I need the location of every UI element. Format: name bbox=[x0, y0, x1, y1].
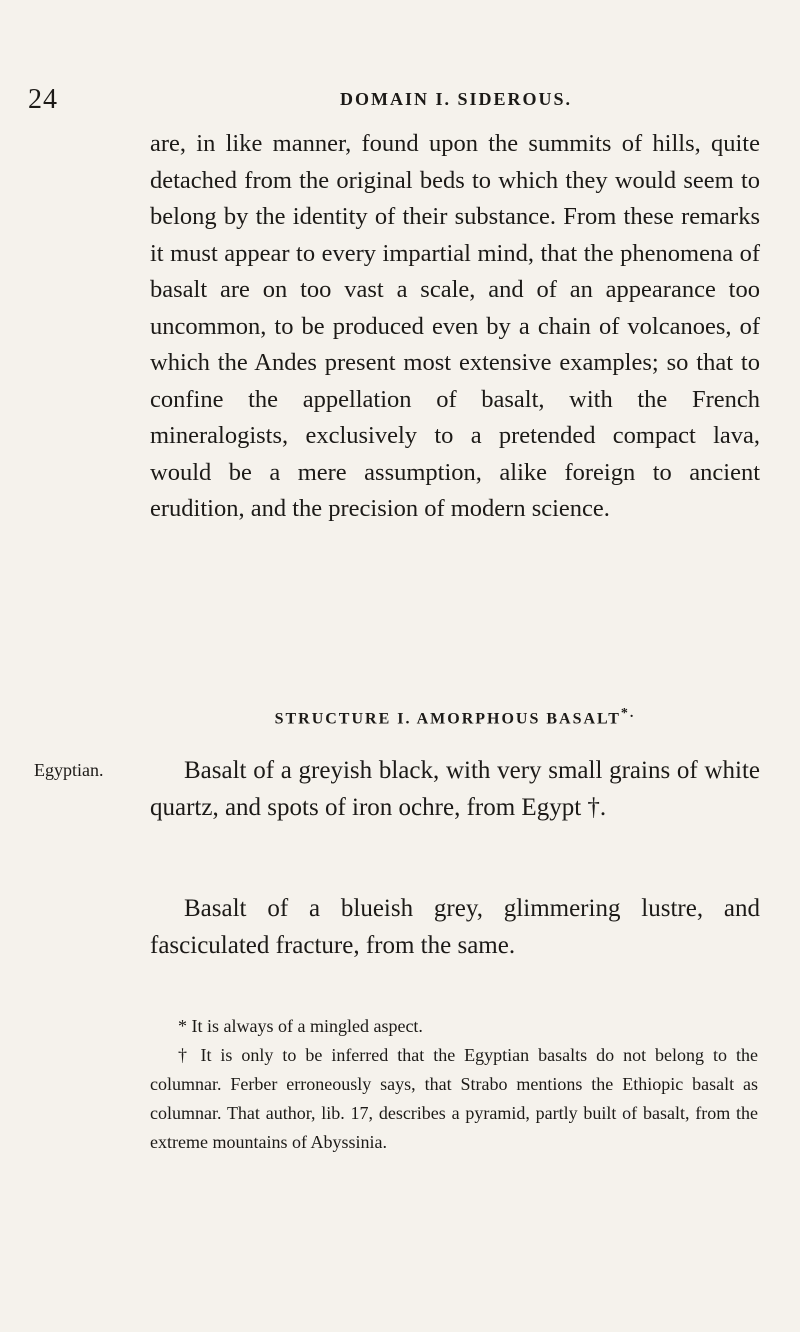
section-heading bbox=[150, 700, 760, 733]
body-paragraph: are, in like manner, found upon the summits of hills, quite detached from the original beds to which they would seem to belong by the identity of their substance. From these remarks it must appear to every impartial mind, that the phenomena of basalt are on too vast a scale, and of an appearance too uncommon, to be produced even by a chain of volcanoes, of which the Andes present most extensive examples; so that to confine the appellation of basalt, with the French mineralogists, exclusively to a pretended compact lava, would be a mere assumption, alike foreign to ancient erudition, and the precision of modern science. bbox=[150, 130, 760, 522]
page-number: 24 bbox=[28, 84, 58, 115]
margin-note: Egyptian. bbox=[34, 760, 104, 780]
footnote: * It is always of a mingled aspect. bbox=[178, 1016, 423, 1036]
section-heading-text: STRUCTURE I. AMORPHOUS BASALT bbox=[274, 710, 621, 728]
entry-blueish-basalt: Basalt of a blueish grey, glimmering lustre, and fasciculated fracture, from the same. bbox=[150, 895, 760, 959]
footnote-marker: *. bbox=[620, 706, 636, 721]
entry-greyish-basalt: Basalt of a greyish black, with very small grains of white quartz, and spots of iron ochre, from Egypt †. bbox=[150, 757, 760, 821]
footnote: † It is only to be inferred that the Egyptian basalts do not belong to the columnar. Ferber erroneously says, that Strabo mentions the Ethiopic basalt as columnar. That author, lib. 17, describes a pyramid, partly built of basalt, from the extreme mountains of Abyssinia. bbox=[150, 1045, 758, 1152]
footnotes bbox=[150, 1012, 758, 1157]
running-head: DOMAIN I. SIDEROUS. bbox=[340, 89, 573, 109]
